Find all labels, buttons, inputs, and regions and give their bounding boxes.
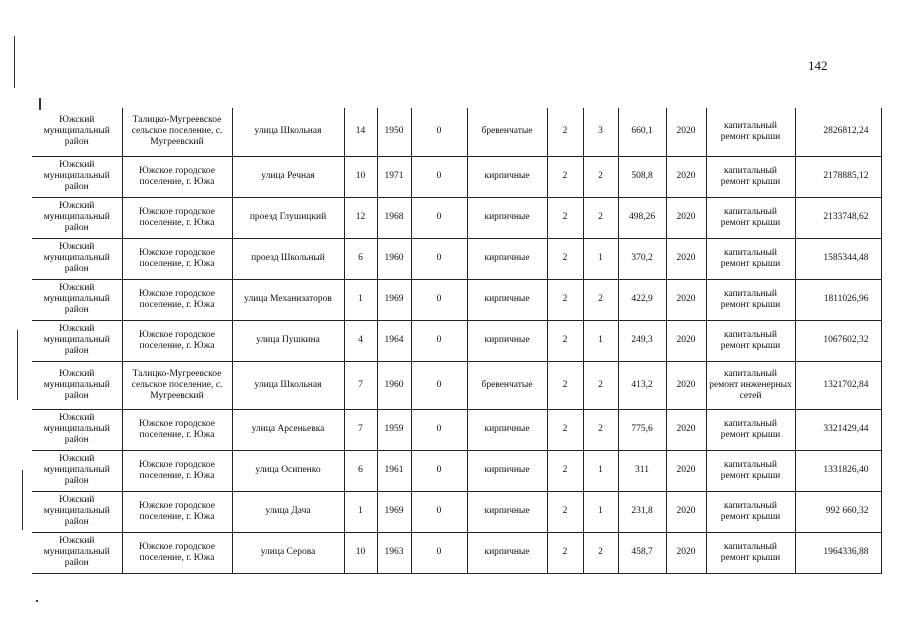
wall-material-cell: кирпичные xyxy=(467,279,547,320)
year-built-cell: 1969 xyxy=(377,279,411,320)
entrances-cell: 2 xyxy=(583,156,618,197)
street-cell: улица Механизаторов xyxy=(232,279,344,320)
municipal-district-cell: Южский муниципальный район xyxy=(32,532,122,573)
scan-margin-line xyxy=(22,470,23,530)
table-row xyxy=(32,361,881,409)
table-row xyxy=(32,320,881,361)
year-commissioned-cell: 0 xyxy=(411,156,467,197)
year-built-cell: 1971 xyxy=(377,156,411,197)
house-number-cell: 4 xyxy=(344,320,377,361)
settlement-cell: Южское городское поселение, г. Южа xyxy=(122,197,232,238)
cost-cell: 992 660,32 xyxy=(795,491,881,532)
street-cell: улица Школьная xyxy=(232,108,344,156)
floors-cell: 2 xyxy=(547,320,583,361)
repair-year-cell: 2020 xyxy=(666,108,706,156)
street-cell: улица Пушкина xyxy=(232,320,344,361)
floors-cell: 2 xyxy=(547,491,583,532)
municipal-district-cell: Южский муниципальный район xyxy=(32,409,122,450)
year-built-cell: 1960 xyxy=(377,238,411,279)
repair-year-cell: 2020 xyxy=(666,279,706,320)
municipal-district-cell: Южский муниципальный район xyxy=(32,279,122,320)
street-cell: улица Осипенко xyxy=(232,450,344,491)
house-number-cell: 7 xyxy=(344,409,377,450)
municipal-district-cell: Южский муниципальный район xyxy=(32,197,122,238)
area-cell: 458,7 xyxy=(618,532,666,573)
cost-cell: 1067602,32 xyxy=(795,320,881,361)
year-built-cell: 1964 xyxy=(377,320,411,361)
house-number-cell: 10 xyxy=(344,156,377,197)
area-cell: 370,2 xyxy=(618,238,666,279)
table-row xyxy=(32,532,881,573)
house-number-cell: 1 xyxy=(344,491,377,532)
entrances-cell: 2 xyxy=(583,409,618,450)
year-built-cell: 1968 xyxy=(377,197,411,238)
year-built-cell: 1963 xyxy=(377,532,411,573)
floors-cell: 2 xyxy=(547,532,583,573)
house-number-cell: 14 xyxy=(344,108,377,156)
area-cell: 660,1 xyxy=(618,108,666,156)
floors-cell: 2 xyxy=(547,450,583,491)
area-cell: 775,6 xyxy=(618,409,666,450)
cost-cell: 1585344,48 xyxy=(795,238,881,279)
floors-cell: 2 xyxy=(547,156,583,197)
scan-dot xyxy=(36,600,38,602)
housing-registry-table xyxy=(32,108,882,574)
repair-type-cell: капитальный ремонт крыши xyxy=(706,238,795,279)
house-number-cell: 6 xyxy=(344,450,377,491)
street-cell: улица Речная xyxy=(232,156,344,197)
cost-cell: 1964336,88 xyxy=(795,532,881,573)
year-commissioned-cell: 0 xyxy=(411,238,467,279)
year-commissioned-cell: 0 xyxy=(411,491,467,532)
street-cell: улица Дача xyxy=(232,491,344,532)
year-commissioned-cell: 0 xyxy=(411,450,467,491)
area-cell: 231,8 xyxy=(618,491,666,532)
table-row xyxy=(32,108,881,156)
municipal-district-cell: Южский муниципальный район xyxy=(32,361,122,409)
entrances-cell: 1 xyxy=(583,491,618,532)
cost-cell: 2133748,62 xyxy=(795,197,881,238)
area-cell: 422,9 xyxy=(618,279,666,320)
entrances-cell: 1 xyxy=(583,320,618,361)
year-commissioned-cell: 0 xyxy=(411,320,467,361)
entrances-cell: 1 xyxy=(583,450,618,491)
house-number-cell: 10 xyxy=(344,532,377,573)
repair-type-cell: капитальный ремонт крыши xyxy=(706,491,795,532)
municipal-district-cell: Южский муниципальный район xyxy=(32,450,122,491)
settlement-cell: Южское городское поселение, г. Южа xyxy=(122,532,232,573)
settlement-cell: Южское городское поселение, г. Южа xyxy=(122,491,232,532)
settlement-cell: Южское городское поселение, г. Южа xyxy=(122,156,232,197)
year-built-cell: 1961 xyxy=(377,450,411,491)
repair-year-cell: 2020 xyxy=(666,238,706,279)
wall-material-cell: кирпичные xyxy=(467,450,547,491)
cost-cell: 1811026,96 xyxy=(795,279,881,320)
settlement-cell: Южское городское поселение, г. Южа xyxy=(122,320,232,361)
street-cell: улица Школьная xyxy=(232,361,344,409)
wall-material-cell: бревенчатые xyxy=(467,108,547,156)
repair-type-cell: капитальный ремонт крыши xyxy=(706,320,795,361)
wall-material-cell: кирпичные xyxy=(467,238,547,279)
repair-year-cell: 2020 xyxy=(666,491,706,532)
wall-material-cell: кирпичные xyxy=(467,320,547,361)
street-cell: проезд Школьный xyxy=(232,238,344,279)
house-number-cell: 12 xyxy=(344,197,377,238)
repair-type-cell: капитальный ремонт инженерных сетей xyxy=(706,361,795,409)
municipal-district-cell: Южский муниципальный район xyxy=(32,320,122,361)
area-cell: 311 xyxy=(618,450,666,491)
year-commissioned-cell: 0 xyxy=(411,361,467,409)
table-row xyxy=(32,279,881,320)
cost-cell: 2178885,12 xyxy=(795,156,881,197)
year-commissioned-cell: 0 xyxy=(411,279,467,320)
table-row xyxy=(32,238,881,279)
repair-year-cell: 2020 xyxy=(666,532,706,573)
wall-material-cell: бревенчатые xyxy=(467,361,547,409)
floors-cell: 2 xyxy=(547,197,583,238)
repair-type-cell: капитальный ремонт крыши xyxy=(706,156,795,197)
floors-cell: 2 xyxy=(547,279,583,320)
repair-type-cell: капитальный ремонт крыши xyxy=(706,197,795,238)
settlement-cell: Талицко-Мугреевское сельское поселение, с. Мугреевский xyxy=(122,361,232,409)
area-cell: 413,2 xyxy=(618,361,666,409)
floors-cell: 2 xyxy=(547,361,583,409)
table-row xyxy=(32,450,881,491)
municipal-district-cell: Южский муниципальный район xyxy=(32,108,122,156)
cost-cell: 1331826,40 xyxy=(795,450,881,491)
scan-margin-line xyxy=(17,330,18,400)
year-built-cell: 1960 xyxy=(377,361,411,409)
settlement-cell: Южское городское поселение, г. Южа xyxy=(122,238,232,279)
entrances-cell: 3 xyxy=(583,108,618,156)
repair-year-cell: 2020 xyxy=(666,361,706,409)
house-number-cell: 6 xyxy=(344,238,377,279)
settlement-cell: Южское городское поселение, г. Южа xyxy=(122,450,232,491)
house-number-cell: 1 xyxy=(344,279,377,320)
street-cell: улица Серова xyxy=(232,532,344,573)
entrances-cell: 2 xyxy=(583,197,618,238)
entrances-cell: 2 xyxy=(583,279,618,320)
settlement-cell: Южское городское поселение, г. Южа xyxy=(122,409,232,450)
cost-cell: 1321702,84 xyxy=(795,361,881,409)
table-row xyxy=(32,197,881,238)
settlement-cell: Южское городское поселение, г. Южа xyxy=(122,279,232,320)
area-cell: 508,8 xyxy=(618,156,666,197)
year-commissioned-cell: 0 xyxy=(411,197,467,238)
floors-cell: 2 xyxy=(547,409,583,450)
repair-type-cell: капитальный ремонт крыши xyxy=(706,450,795,491)
wall-material-cell: кирпичные xyxy=(467,491,547,532)
year-built-cell: 1959 xyxy=(377,409,411,450)
entrances-cell: 2 xyxy=(583,361,618,409)
table-row xyxy=(32,491,881,532)
year-commissioned-cell: 0 xyxy=(411,108,467,156)
wall-material-cell: кирпичные xyxy=(467,197,547,238)
street-cell: проезд Глушицкий xyxy=(232,197,344,238)
area-cell: 249,3 xyxy=(618,320,666,361)
wall-material-cell: кирпичные xyxy=(467,156,547,197)
year-commissioned-cell: 0 xyxy=(411,532,467,573)
municipal-district-cell: Южский муниципальный район xyxy=(32,491,122,532)
cost-cell: 2826812,24 xyxy=(795,108,881,156)
repair-year-cell: 2020 xyxy=(666,320,706,361)
repair-year-cell: 2020 xyxy=(666,409,706,450)
table-row xyxy=(32,409,881,450)
scan-margin-line xyxy=(14,36,15,88)
repair-year-cell: 2020 xyxy=(666,156,706,197)
repair-type-cell: капитальный ремонт крыши xyxy=(706,279,795,320)
repair-type-cell: капитальный ремонт крыши xyxy=(706,108,795,156)
street-cell: улица Арсеньевка xyxy=(232,409,344,450)
entrances-cell: 2 xyxy=(583,532,618,573)
area-cell: 498,26 xyxy=(618,197,666,238)
floors-cell: 2 xyxy=(547,238,583,279)
repair-type-cell: капитальный ремонт крыши xyxy=(706,409,795,450)
cost-cell: 3321429,44 xyxy=(795,409,881,450)
year-built-cell: 1969 xyxy=(377,491,411,532)
entrances-cell: 1 xyxy=(583,238,618,279)
municipal-district-cell: Южский муниципальный район xyxy=(32,156,122,197)
wall-material-cell: кирпичные xyxy=(467,532,547,573)
floors-cell: 2 xyxy=(547,108,583,156)
house-number-cell: 7 xyxy=(344,361,377,409)
repair-year-cell: 2020 xyxy=(666,197,706,238)
year-commissioned-cell: 0 xyxy=(411,409,467,450)
repair-year-cell: 2020 xyxy=(666,450,706,491)
wall-material-cell: кирпичные xyxy=(467,409,547,450)
table-row xyxy=(32,156,881,197)
repair-type-cell: капитальный ремонт крыши xyxy=(706,532,795,573)
year-built-cell: 1950 xyxy=(377,108,411,156)
page-number: 142 xyxy=(808,58,828,73)
settlement-cell: Талицко-Мугреевское сельское поселение, с. Мугреевский xyxy=(122,108,232,156)
municipal-district-cell: Южский муниципальный район xyxy=(32,238,122,279)
